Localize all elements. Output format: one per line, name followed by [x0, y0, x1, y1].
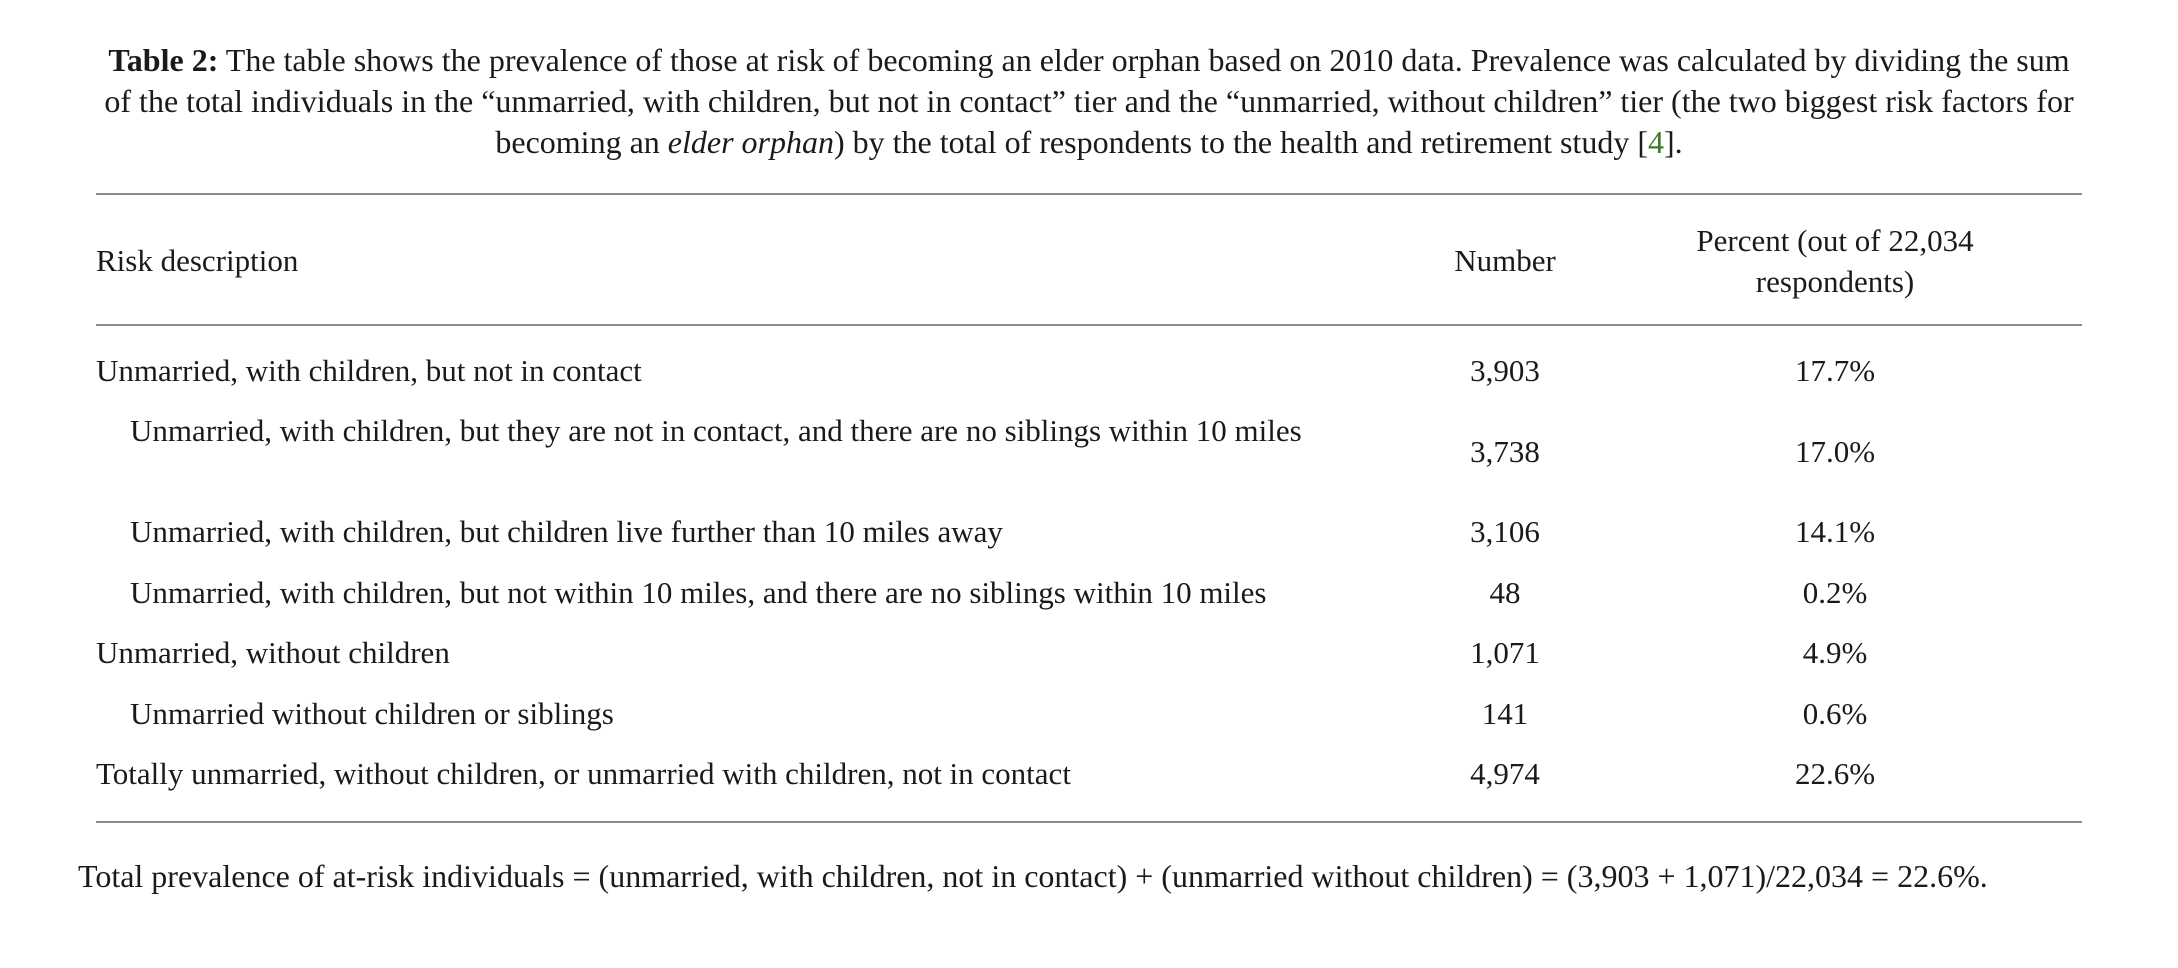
row-7-description: Totally unmarried, without children, or unmarried with children, not in contact [96, 756, 1071, 791]
row-2-description: Unmarried, with children, but they are not in contact, and there are no siblings within 10 miles [130, 413, 1302, 448]
table-caption [96, 40, 2082, 163]
row-4-percent: 0.2% [1802, 575, 1868, 610]
row-7-percent: 22.6% [1794, 756, 1876, 791]
row-2-percent: 17.0% [1794, 434, 1876, 469]
row-5-description: Unmarried, without children [96, 635, 450, 670]
header-number: Number [1454, 243, 1556, 278]
row-4-description: Unmarried, with children, but not within 10 miles, and there are no siblings within 10 miles [130, 575, 1267, 610]
row-3-percent: 14.1% [1794, 514, 1876, 549]
table-top-rule [96, 193, 2082, 195]
caption-label: Table 2: [108, 42, 219, 78]
row-1-description: Unmarried, with children, but not in contact [96, 353, 642, 388]
caption-text-end: ]. [1663, 124, 1683, 160]
row-5-percent: 4.9% [1802, 635, 1868, 670]
row-6-number: 141 [1481, 696, 1529, 731]
caption-text: The table shows the prevalence of those at risk of becoming an elder orphan based on 2010 data. Prevalence was calculated by dividing the sum of the total individuals in the “unmarried, with children, but not in contact” tier and the “unmarried, without children” tier (the two biggest risk factors for becoming an [104, 42, 2074, 160]
row-2-number: 3,738 [1470, 434, 1540, 469]
header-risk-description: Risk description [96, 243, 299, 278]
row-6-percent: 0.6% [1802, 696, 1868, 731]
row-3-description: Unmarried, with children, but children live further than 10 miles away [130, 514, 1003, 549]
row-4-number: 48 [1489, 575, 1521, 610]
row-5-number: 1,071 [1470, 635, 1540, 670]
row-7-number: 4,974 [1470, 756, 1540, 791]
row-6-description: Unmarried without children or siblings [130, 696, 614, 731]
table-footnote: Total prevalence of at-risk individuals = (unmarried, with children, not in contact) + (unmarried without children) = (3,903 + 1,071)/22,034 = 22.6%. [78, 858, 1988, 894]
row-3-number: 3,106 [1470, 514, 1540, 549]
row-1-number: 3,903 [1470, 353, 1540, 388]
caption-emphasis: elder orphan [667, 124, 834, 160]
table-header-rule [96, 324, 2082, 326]
table-bottom-rule [96, 821, 2082, 823]
header-percent: Percent (out of 22,034 respondents) [1696, 223, 1974, 299]
citation-link[interactable]: 4 [1647, 124, 1664, 160]
caption-text-continued: ) by the total of respondents to the health and retirement study [ [833, 124, 1648, 160]
row-1-percent: 17.7% [1794, 353, 1876, 388]
